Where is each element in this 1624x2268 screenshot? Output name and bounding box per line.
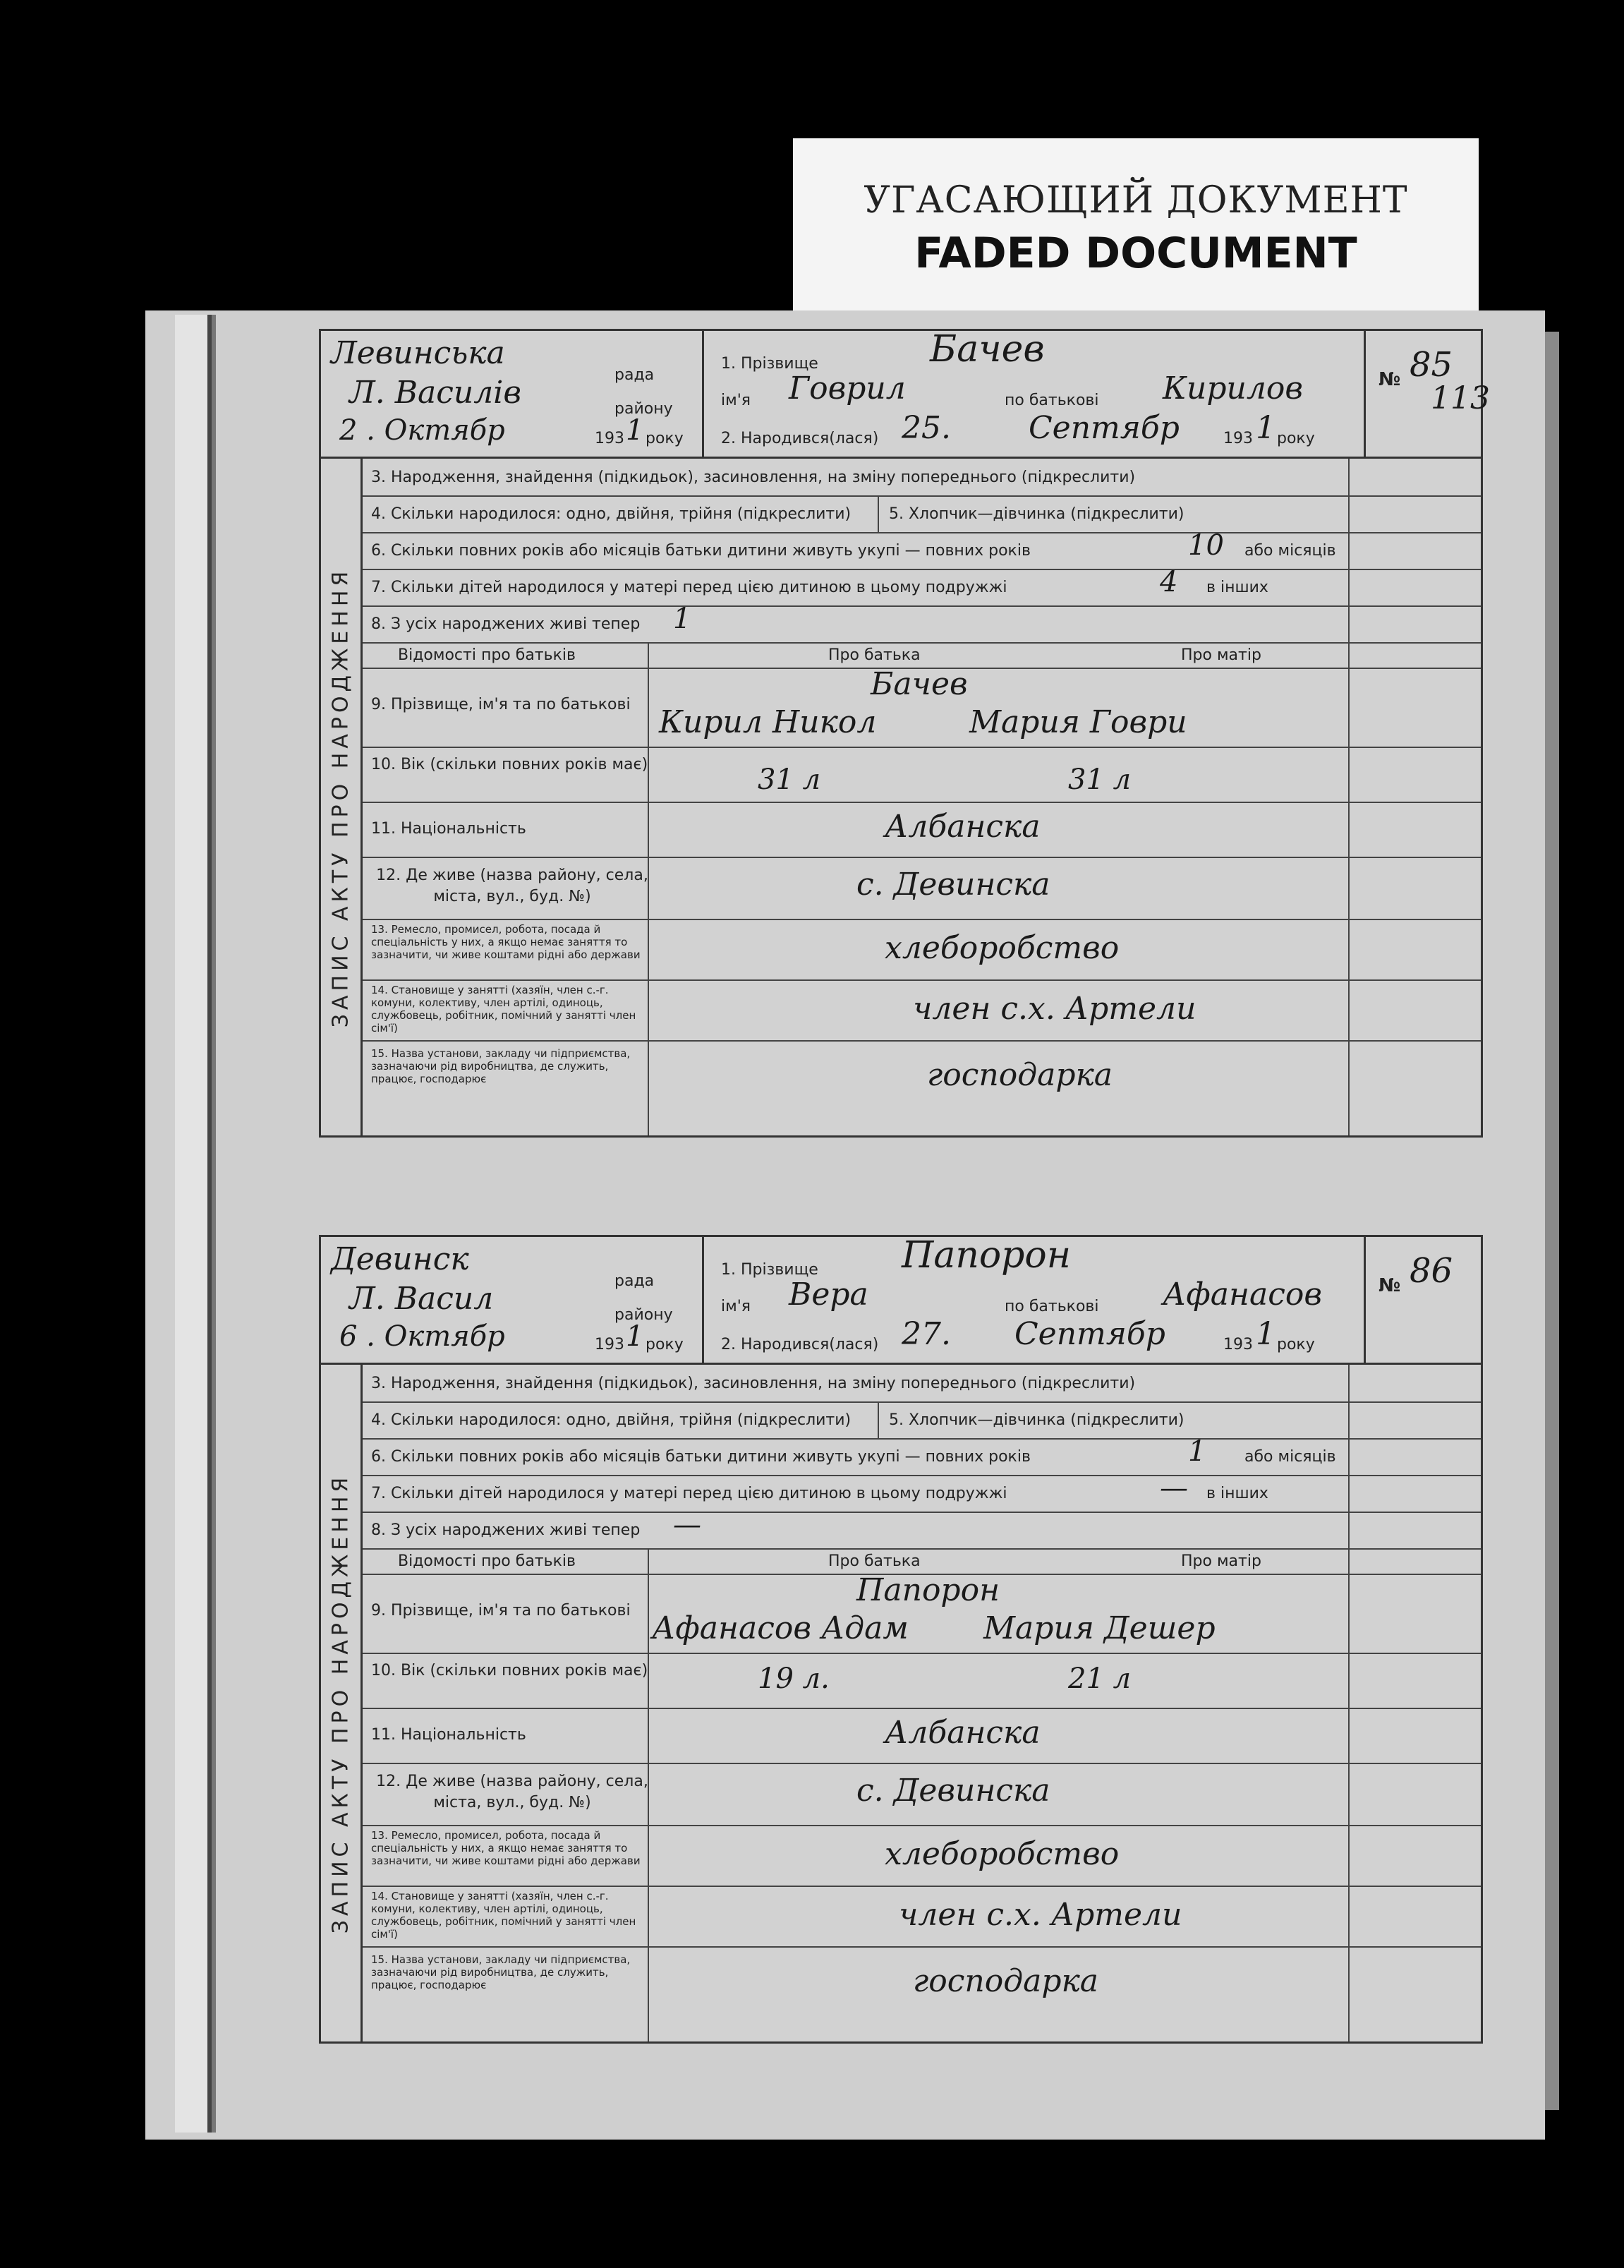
col-info-header: Відомості про батьків (398, 646, 576, 664)
hw-age-father: 19 л. (758, 1663, 830, 1695)
hw-patronymic: Афанасов (1163, 1277, 1322, 1313)
hw-row-7: 4 (1160, 566, 1178, 598)
birth-record-1 (319, 328, 1490, 1138)
row-14 (363, 1886, 1481, 1948)
divider (878, 1401, 879, 1438)
hw-row-9-mother: Мария Говри (969, 704, 1187, 740)
registry-office-block (321, 331, 704, 457)
row-3-label: 3. Народження, знайдення (підкидьок), засиновлення, на зміну попереднього (підкреслити) (371, 1375, 1136, 1392)
hw-record-number: 85 (1410, 345, 1453, 385)
label-no: № (1378, 1275, 1401, 1296)
side-title-column (321, 1365, 363, 2041)
row-12-label: 12. Де живе (назва району, села, міста, вул., буд. №) (376, 1773, 648, 1811)
hw-name: Говрил (789, 370, 906, 406)
hw-row-9-surname: Бачев (871, 666, 968, 702)
label-english: FADED DOCUMENT (914, 229, 1357, 278)
row-10 (363, 747, 1481, 803)
row-6 (363, 1435, 1481, 1476)
label-roku-2: року (1277, 1336, 1315, 1353)
binding-spine (175, 315, 212, 2133)
row-12 (363, 1763, 1481, 1826)
hw-row-7: — (1160, 1472, 1188, 1504)
hw-row-9-surname: Папорон (856, 1572, 1000, 1608)
hw-occupation: хлеборобство (885, 1836, 1120, 1872)
label-po-batkovi: по батькові (1005, 392, 1099, 409)
row-4-5 (363, 495, 1481, 533)
hw-age-father: 31 л (758, 764, 821, 796)
row-6b-label: або місяців (1244, 1448, 1336, 1466)
label-year: 193 (595, 1336, 624, 1353)
row-3 (363, 459, 1481, 497)
row-15-label: 15. Назва установи, закладу чи підприємства, зазначаючи рід виробництва, де служить, працює, господарює (371, 1047, 631, 1085)
row-6b-label: або місяців (1244, 542, 1336, 560)
row-5-label: 5. Хлопчик—дівчинка (підкреслити) (889, 1411, 1184, 1429)
row-11 (363, 1708, 1481, 1764)
hw-born-year: 1 (1256, 1316, 1275, 1352)
record-body (321, 1365, 1481, 2041)
hw-surname: Папорон (902, 1234, 1071, 1277)
child-name-block (704, 1234, 1366, 1363)
hw-row-9-mother: Мария Дешер (983, 1610, 1216, 1646)
row-10-label: 10. Вік (скільки повних років має) (371, 1662, 648, 1679)
row-9 (363, 1574, 1481, 1654)
label-imya: ім'я (721, 392, 751, 409)
row-9 (363, 668, 1481, 748)
record-number-block (1366, 1237, 1481, 1363)
label-surname: 1. Прізвище (721, 355, 818, 373)
hw-name: Вера (789, 1277, 868, 1313)
hw-occupation: хлеборобство (885, 930, 1120, 966)
row-15 (363, 1040, 1481, 1135)
row-8-label: 8. З усіх народжених живі тепер (371, 615, 641, 633)
hw-rayon: Л. Васил (349, 1281, 494, 1317)
row-10-label: 10. Вік (скільки повних років має) (371, 756, 648, 773)
hw-born-year: 1 (1256, 410, 1275, 446)
row-12 (363, 857, 1481, 920)
faded-document-label (793, 138, 1479, 315)
row-14-label: 14. Становище у занятті (хазяїн, член с.-г. комуни, колективу, член артілі, одиноць, службовець, робітник, помічний у заняттi член сім'ї) (371, 984, 636, 1035)
hw-age-mother: 31 л (1068, 764, 1132, 796)
hw-row-6: 1 (1188, 1435, 1206, 1468)
record-body (321, 459, 1481, 1135)
row-11 (363, 802, 1481, 858)
col-father-header: Про батька (828, 646, 921, 664)
hw-born-day: 27. (902, 1316, 951, 1352)
row-12-label: 12. Де живе (назва району, села, міста, вул., буд. №) (376, 867, 648, 905)
hw-employment-status: член с.х. Артели (899, 1897, 1182, 1933)
hw-row-9-father: Афанасов Адам (652, 1610, 909, 1646)
hw-rayon: Л. Василів (349, 375, 521, 411)
row-9-label: 9. Прізвище, ім'я та по батькові (371, 1602, 631, 1619)
parents-header-row (363, 642, 1481, 669)
hw-margin-number: 113 (1431, 380, 1490, 416)
hw-age-mother: 21 л (1068, 1663, 1132, 1695)
label-roku: року (646, 1336, 684, 1353)
row-4-label: 4. Скільки народилося: одно, двійня, трійня (підкреслити) (371, 505, 852, 523)
hw-record-number: 86 (1410, 1251, 1453, 1291)
hw-workplace: господарка (913, 1963, 1098, 1999)
parents-header-row (363, 1548, 1481, 1575)
child-name-block (704, 328, 1366, 457)
binding-shadow (212, 315, 216, 2133)
hw-employment-status: член с.х. Артели (913, 991, 1196, 1027)
record-header (321, 1234, 1481, 1365)
hw-born-month: Септябр (1014, 1316, 1165, 1352)
registry-office-block (321, 1237, 704, 1363)
row-7 (363, 566, 1481, 607)
row-3 (363, 1365, 1481, 1403)
hw-row-8: 1 (673, 603, 691, 635)
label-imya: ім'я (721, 1298, 751, 1315)
row-13-label: 13. Ремесло, промисел, робота, посада й спеціальність у них, а якщо немає заняття то зазначити, чи живе коштами рідні або держави (371, 923, 641, 961)
page-edge (1545, 332, 1559, 2110)
row-8 (363, 1509, 1481, 1550)
row-9-label: 9. Прізвище, ім'я та по батькові (371, 696, 631, 713)
row-4-label: 4. Скільки народилося: одно, двійня, трійня (підкреслити) (371, 1411, 852, 1429)
label-born-year: 193 (1223, 430, 1253, 447)
row-6 (363, 529, 1481, 570)
hw-residence: с. Девинска (856, 867, 1050, 903)
label-russian: УГАСАЮЩИЙ ДОКУМЕНТ (863, 179, 1408, 222)
col-mother-header: Про матір (1181, 1552, 1261, 1570)
hw-date: 6 . Октябр (339, 1320, 505, 1353)
row-8 (363, 605, 1481, 644)
row-3-label: 3. Народження, знайдення (підкидьок), засиновлення, на зміну попереднього (підкреслити) (371, 469, 1136, 486)
label-roku-2: року (1277, 430, 1315, 447)
label-po-batkovi: по батькові (1005, 1298, 1099, 1315)
hw-rada: Девинск (331, 1241, 469, 1277)
col-mother-header: Про матір (1181, 646, 1261, 664)
hw-born-month: Септябр (1029, 410, 1180, 446)
row-7b-label: в інших (1206, 579, 1268, 596)
row-8-label: 8. З усіх народжених живі тепер (371, 1521, 641, 1539)
row-15-label: 15. Назва установи, закладу чи підприємства, зазначаючи рід виробництва, де служить, працює, господарює (371, 1953, 631, 1991)
row-13 (363, 919, 1481, 981)
row-7-label: 7. Скільки дітей народилося у матері перед цією дитиною в цьому подружжі (371, 579, 1007, 596)
row-6-label: 6. Скільки повних років або місяців батьки дитини живуть укупі — повних років (371, 1448, 1031, 1466)
row-15 (363, 1946, 1481, 2041)
hw-patronymic: Кирилов (1163, 370, 1304, 406)
row-6-label: 6. Скільки повних років або місяців батьки дитини живуть укупі — повних років (371, 542, 1031, 560)
row-14-label: 14. Становище у занятті (хазяїн, член с.-г. комуни, колективу, член артілі, одиноць, службовець, робітник, помічний у заняттi член сім'ї) (371, 1890, 636, 1941)
hw-nationality: Албанска (885, 809, 1041, 845)
hw-workplace: господарка (927, 1057, 1113, 1093)
row-10 (363, 1653, 1481, 1709)
row-11-label: 11. Національність (371, 1726, 526, 1744)
label-born-year: 193 (1223, 1336, 1253, 1353)
hw-row-8: — (673, 1509, 701, 1541)
label-rada: рада (614, 366, 655, 384)
label-surname: 1. Прізвище (721, 1261, 818, 1279)
side-title: ЗАПИС АКТУ ПРО НАРОДЖЕННЯ (328, 1473, 353, 1934)
row-13 (363, 1825, 1481, 1887)
col-info-header: Відомості про батьків (398, 1552, 576, 1570)
row-7b-label: в інших (1206, 1485, 1268, 1502)
hw-surname: Бачев (930, 328, 1045, 370)
divider (878, 495, 879, 532)
record-header (321, 328, 1490, 459)
label-year: 193 (595, 430, 624, 447)
row-7-label: 7. Скільки дітей народилося у матері перед цією дитиною в цьому подружжі (371, 1485, 1007, 1502)
record-number-block (1366, 331, 1490, 457)
row-13-label: 13. Ремесло, промисел, робота, посада й спеціальність у них, а якщо немає заняття то зазначити, чи живе коштами рідні або держави (371, 1829, 641, 1867)
hw-year: 1 (626, 414, 644, 447)
label-born: 2. Народився(лася) (721, 430, 879, 447)
birth-record-2 (319, 1235, 1483, 2044)
row-14 (363, 979, 1481, 1042)
label-roku: року (646, 430, 684, 447)
row-7 (363, 1472, 1481, 1513)
label-rayonu: району (614, 1306, 673, 1324)
row-4-5 (363, 1401, 1481, 1440)
hw-rada: Левинська (331, 335, 505, 371)
side-title: ЗАПИС АКТУ ПРО НАРОДЖЕННЯ (328, 567, 353, 1027)
hw-born-day: 25. (902, 410, 951, 446)
hw-year: 1 (626, 1320, 644, 1353)
hw-residence: с. Девинска (856, 1773, 1050, 1809)
col-father-header: Про батька (828, 1552, 921, 1570)
label-rayonu: району (614, 400, 673, 418)
hw-nationality: Албанска (885, 1715, 1041, 1751)
side-title-column (321, 459, 363, 1135)
label-rada: рада (614, 1272, 655, 1290)
hw-date: 2 . Октябр (339, 414, 505, 447)
row-11-label: 11. Національність (371, 820, 526, 838)
label-no: № (1378, 369, 1401, 390)
hw-row-6: 10 (1188, 529, 1224, 562)
hw-row-9-father: Кирил Никол (659, 704, 877, 740)
label-born: 2. Народився(лася) (721, 1336, 879, 1353)
row-5-label: 5. Хлопчик—дівчинка (підкреслити) (889, 505, 1184, 523)
